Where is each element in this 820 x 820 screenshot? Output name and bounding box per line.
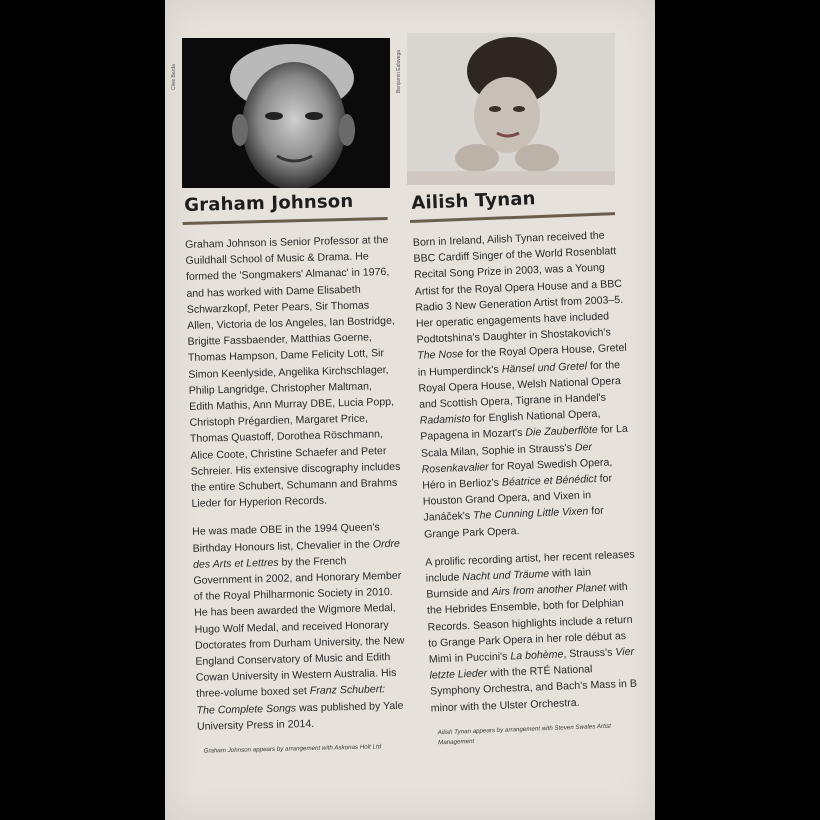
management-note: Ailish Tynan appears by arrangement with Steven Swales Artist Management [437,722,612,747]
bio-ailish-tynan [409,185,642,749]
ailish-tynan-photo [407,33,615,185]
bio-paragraph: Born in Ireland, Ailish Tynan received the BBC Cardiff Singer of the World Rosenblatt Recital Song Prize in 2003, was a Young Artist for the Royal Opera House and a BBC Radio 3 New Generation Artist from 2003–5. Her operatic engagements have included Podtotshina's Daughter in Shostakovich's The Nose for the Royal Opera House, Gretel in Humperdinck's Hänsel und Gretel for the Royal Opera House, Welsh National Opera and Scottish Opera, Tigrane in Handel's Radamisto for English National Opera, Papagena in Mozart's Die Zauberflöte for La Scala Milan, Sophie in Strauss's Der Rosenkavalier for Royal Swedish Opera, Héro in Berlioz's Béatrice et Bénédict for Houston Grand Opera, and Vixen in Janáček's The Cunning Little Vixen for Grange Park Opera. [412,229,629,541]
bio-paragraph: Graham Johnson is Senior Professor at the Guildhall School of Music & Drama. He formed the 'Songmakers' Almanac' in 1976, and has worked with Dame Elisabeth Schwarzkopf, Peter Pears, Sir Thomas Allen, Victoria de los Angeles, Ian Bostridge, Brigitte Fassbaender, Matthias Goerne, Thomas Hampson, Dame Felicity Lott, Sir Simon Keenlyside, Angelika Kirchschlager, Philip Langridge, Christopher Maltman, Edith Mathis, Ann Murray DBE, Lucia Popp, Christoph Prégardien, Margaret Price, Thomas Quastoff, Dorothea Röschmann, Alice Coote, Christine Schaefer and Peter Schreier. His extensive discography includes the entire Schubert, Schumann and Brahms Lieder for Hyperion Records. [185,233,401,511]
program-page [165,0,655,820]
heading-rule [410,212,615,223]
photo-credit-right: Benjamin Ealovega [396,49,402,93]
bio-name: Graham Johnson [183,190,354,216]
bio-paragraph: He was made OBE in the 1994 Queen's Birthday Honours list, Chevalier in the Ordre des Arts et Lettres by the French Government in 2002, and Honorary Member of the Royal Philharmonic Society in 2010. He has been awarded the Wigmore Medal, Hugo Wolf Medal, and received Honorary Doctorates from Durham University, the New England Conservatory of Music and Edith Cowan University in Western Australia. His three-volume boxed set Franz Schubert: The Complete Songs was published by Yale University Press in 2014. [192,521,405,733]
management-note: Graham Johnson appears by arrangement with Askonas Holt Ltd [203,743,382,755]
bio-graham-johnson [182,190,408,757]
heading-rule [183,217,388,225]
bio-paragraph: A prolific recording artist, her recent releases include Nacht und Träume with Iain Burnside and Airs from another Planet with the Hebrides Ensemble, both for Delphian Records. Season highlights include a return to Grange Park Opera in her role début as Mimì in Puccini's La bohème, Strauss's Vier letzte Lieder with the RTÉ National Symphony Orchestra, and Bach's Mass in B minor with the Ulster Orchestra. [424,548,638,715]
photo-credit-left: Clive Barda [171,64,177,90]
graham-johnson-photo [182,38,390,188]
bio-name: Ailish Tynan [410,188,537,214]
